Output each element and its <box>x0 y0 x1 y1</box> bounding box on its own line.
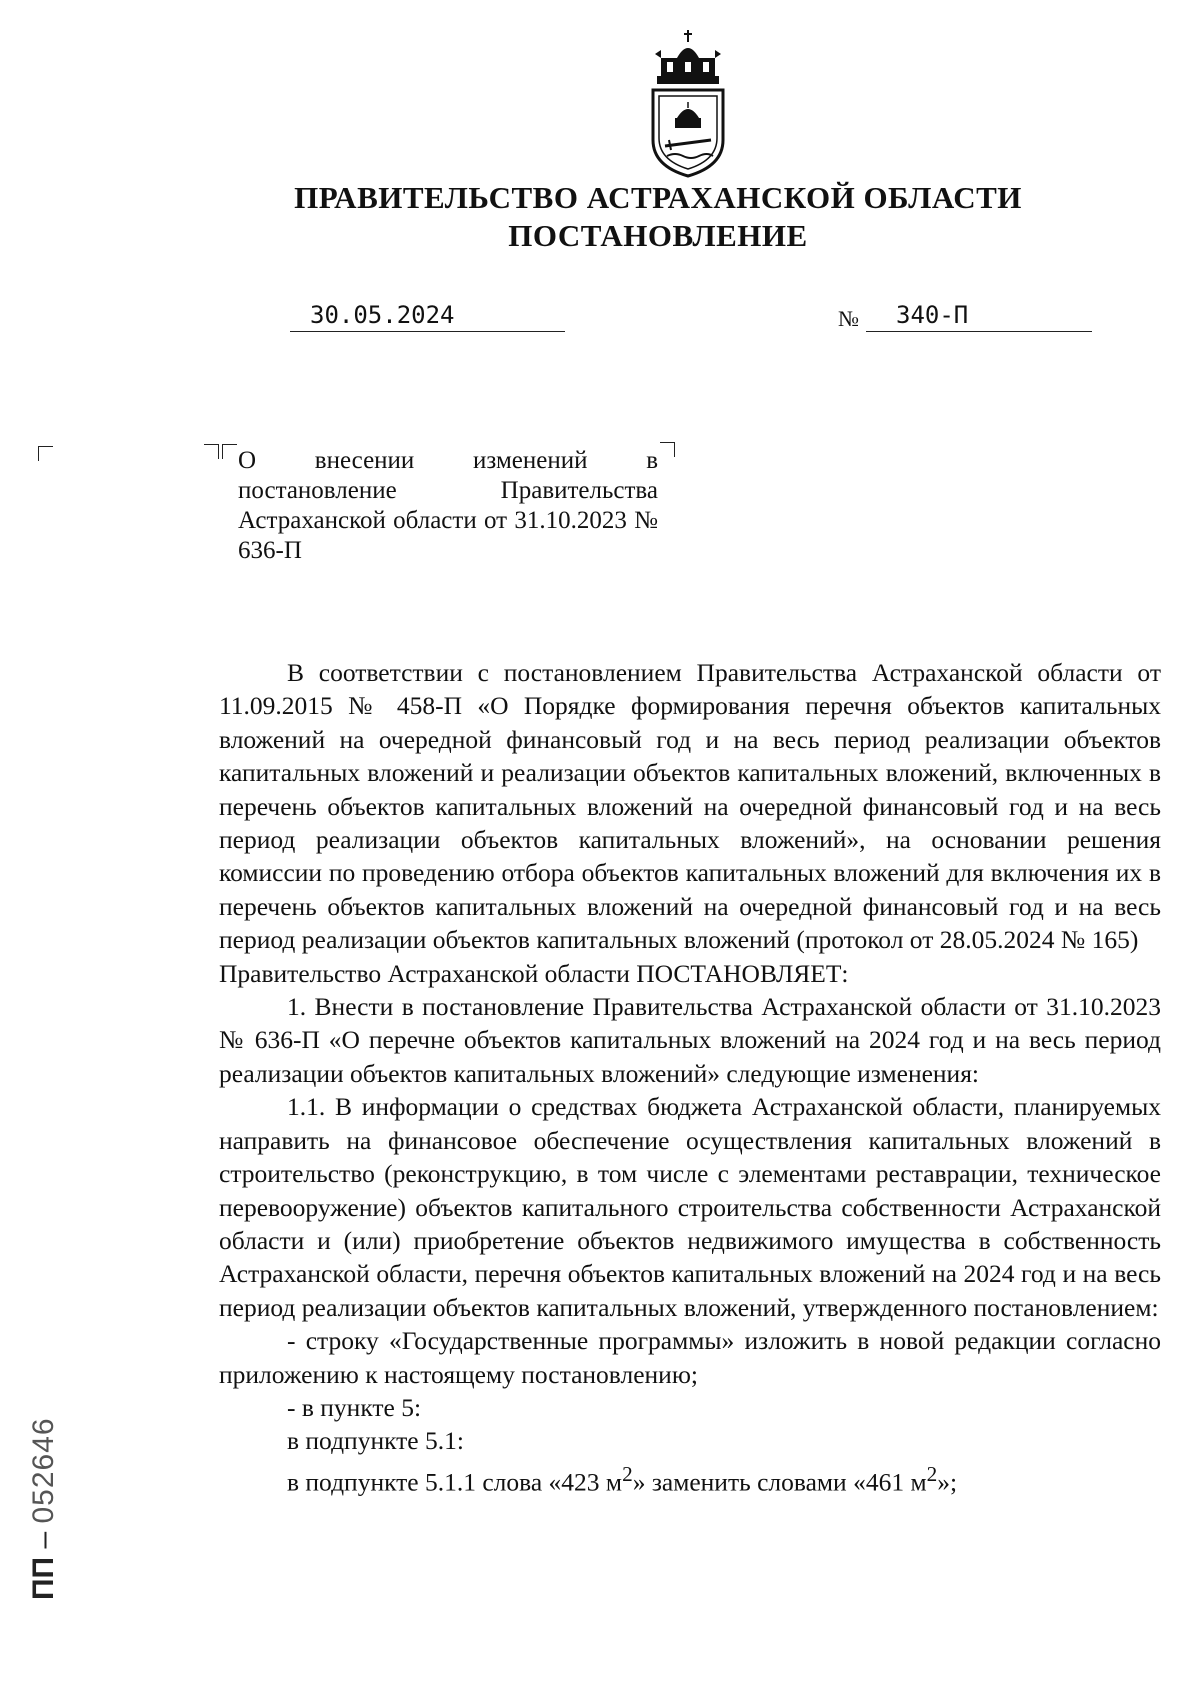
text-run: »; <box>937 1467 958 1497</box>
document-body <box>219 656 1161 1499</box>
subject-corner-mark <box>204 444 219 459</box>
stamp-dash: – <box>27 1523 60 1557</box>
body-paragraph: Правительство Астраханской области ПОСТАНОВЛЯЕТ: <box>219 958 849 988</box>
text-run: в подпункте 5.1.1 слова «423 м <box>287 1467 623 1497</box>
body-paragraph <box>219 1458 1161 1499</box>
subject-corner-mark <box>222 444 237 459</box>
document-kind-title: ПОСТАНОВЛЕНИЕ <box>508 218 808 253</box>
body-paragraph: - в пункте 5: <box>287 1392 422 1422</box>
stamp-prefix: ПП <box>27 1556 60 1600</box>
coat-of-arms-icon <box>647 28 729 180</box>
superscript: 2 <box>926 1461 938 1486</box>
document-subject: О внесении изменений в постановление Правительства Астраханской области от 31.10.2023 № 636-П <box>238 447 658 564</box>
stamp-serial: 052646 <box>27 1417 60 1524</box>
document-date: 30.05.2024 <box>290 300 565 332</box>
subject-corner-mark <box>660 442 675 457</box>
margin-corner-mark <box>38 446 53 461</box>
body-paragraph: в подпункте 5.1: <box>287 1426 464 1456</box>
body-paragraph: 1. Внести в постановление Правительства Астраханской области от 31.10.2023 № 636-П «О перечне объектов капитальных вложений на 2024 год и на весь период реализации объектов капитальных вложений» следующие изменения: <box>219 992 1161 1088</box>
number-sign: № <box>838 306 859 331</box>
body-paragraph: 1.1. В информации о средствах бюджета Астраханской области, планируемых направить на финансовое обеспечение осуществления капитальных вложений в строительство (реконструкцию, в том числе с элементами реставрации, техническое перевооружение) объектов капитального строительства собственности Астраханской области и (или) приобретение объектов недвижимого имущества в собственность Астраханской области, перечня объектов капитальных вложений на 2024 год и на весь период реализации объектов капитальных вложений, утвержденного постановлением: <box>219 1092 1161 1322</box>
document-number: 340-П <box>866 300 1092 332</box>
text-run: » заменить словами «461 м <box>632 1467 927 1497</box>
form-serial-stamp <box>24 1380 64 1600</box>
body-paragraph: В соответствии с постановлением Правительства Астраханской области от 11.09.2015 № 458-П «О Порядке формирования перечня объектов капитальных вложений на очередной финансовый год и на весь период реализации объектов капитальных вложений и реализации объектов капитальных вложений, включенных в перечень объектов капитальных вложений на очередной финансовый год и на весь период реализации объектов капитальных вложений», на основании решения комиссии по проведению отбора объектов капитальных вложений для включения их в перечень объектов капитальных вложений на очередной финансовый год и на весь период реализации объектов капитальных вложений (протокол от 28.05.2024 № 165) <box>219 658 1161 955</box>
superscript: 2 <box>622 1461 633 1486</box>
body-paragraph: - строку «Государственные программы» изложить в новой редакции согласно приложению к настоящему постановлению; <box>219 1326 1161 1389</box>
organization-title: ПРАВИТЕЛЬСТВО АСТРАХАНСКОЙ ОБЛАСТИ <box>294 180 1022 215</box>
